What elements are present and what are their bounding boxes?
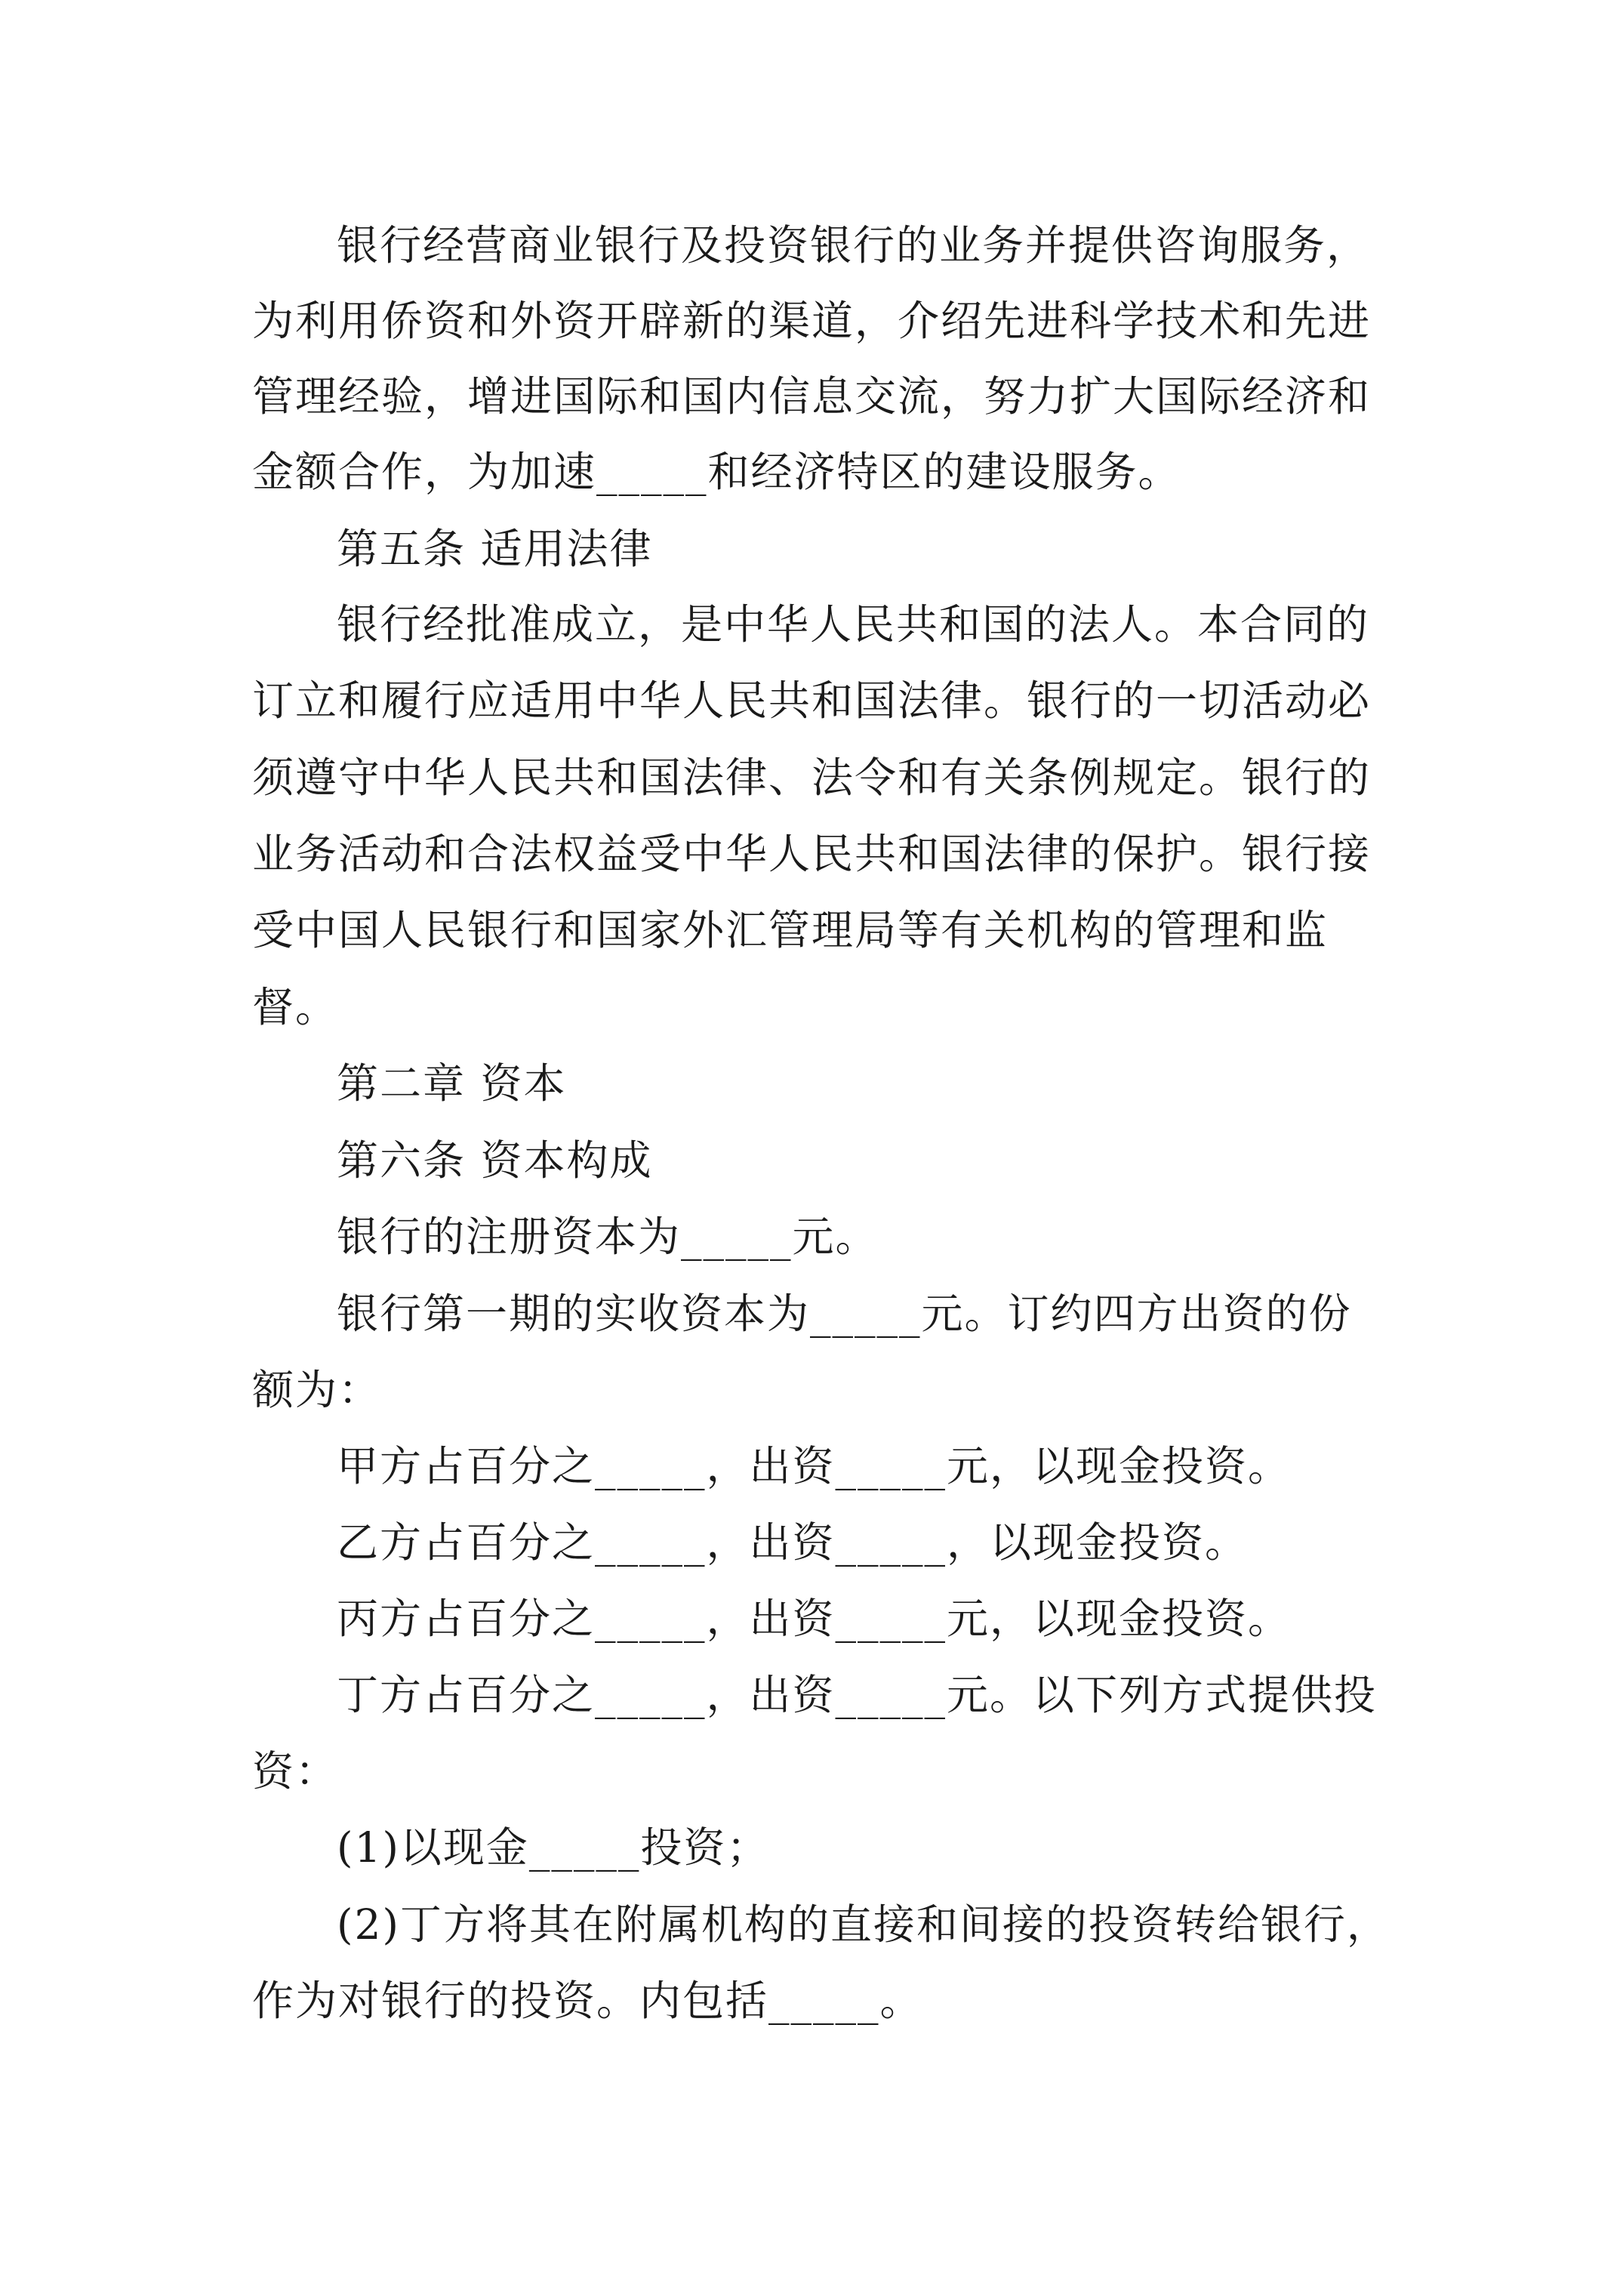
paragraph-line: 为利用侨资和外资开辟新的渠道，介绍先进科学技术和先进: [252, 297, 1372, 345]
list-item: (1)以现金_____投资；: [337, 1823, 770, 1872]
chapter-heading: 第二章 资本: [337, 1059, 567, 1108]
paragraph-line: 金额合作，为加速_____和经济特区的建设服务。: [252, 448, 1181, 496]
article-heading: 第五条 适用法律: [337, 525, 653, 573]
paragraph-line: 业务活动和合法权益受中华人民共和国法律的保护。银行接: [252, 830, 1372, 878]
paragraph-line: 作为对银行的投资。内包括_____。: [252, 1977, 923, 2025]
share-line: 丙方占百分之_____，出资_____元，以现金投资。: [337, 1595, 1292, 1643]
paragraph-line: 银行经批准成立，是中华人民共和国的法人。本合同的: [337, 600, 1370, 649]
list-item: (2)丁方将其在附属机构的直接和间接的投资转给银行，: [337, 1900, 1390, 1949]
paragraph-line: 资：: [252, 1747, 339, 1795]
share-line: 甲方占百分之_____，出资_____元，以现金投资。: [337, 1442, 1292, 1490]
article-heading: 第六条 资本构成: [337, 1136, 653, 1185]
paragraph-line: 银行第一期的实收资本为_____元。订约四方出资的份: [337, 1290, 1352, 1338]
paragraph-line: 受中国人民银行和国家外汇管理局等有关机构的管理和监: [252, 906, 1329, 954]
paragraph-line: 银行经营商业银行及投资银行的业务并提供咨询服务，: [337, 221, 1370, 270]
share-line: 丁方占百分之_____，出资_____元。以下列方式提供投: [337, 1671, 1378, 1719]
paragraph-line: 管理经验，增进国际和国内信息交流，努力扩大国际经济和: [252, 372, 1372, 421]
paragraph-line: 订立和履行应适用中华人民共和国法律。银行的一切活动必: [252, 676, 1372, 725]
paragraph-line: 额为：: [252, 1366, 382, 1414]
paragraph-line: 银行的注册资本为_____元。: [337, 1213, 879, 1261]
paragraph-line: 须遵守中华人民共和国法律、法令和有关条例规定。银行的: [252, 754, 1372, 802]
share-line: 乙方占百分之_____，出资_____，以现金投资。: [337, 1518, 1249, 1567]
paragraph-line: 督。: [252, 983, 339, 1031]
